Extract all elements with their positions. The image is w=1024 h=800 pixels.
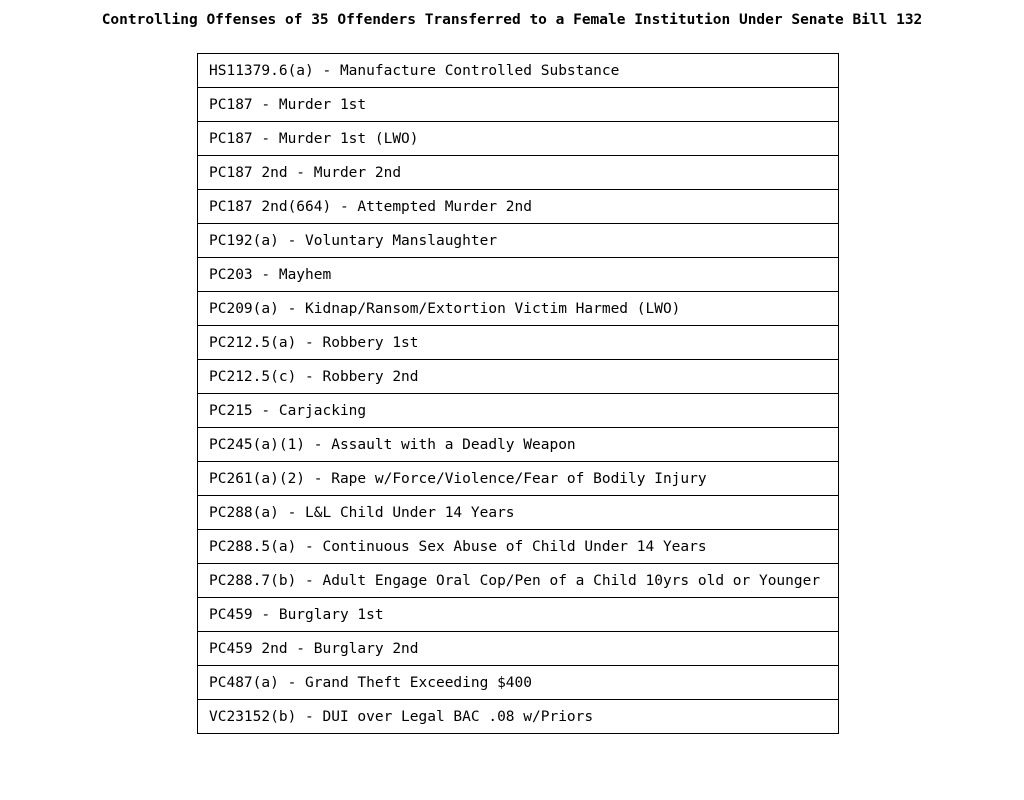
offense-cell: VC23152(b) - DUI over Legal BAC .08 w/Priors [198, 700, 839, 734]
offense-table [197, 53, 839, 734]
offense-cell: PC261(a)(2) - Rape w/Force/Violence/Fear of Bodily Injury [198, 462, 839, 496]
table-row [198, 54, 839, 88]
offense-cell: PC187 2nd(664) - Attempted Murder 2nd [198, 190, 839, 224]
offense-cell: PC187 - Murder 1st [198, 88, 839, 122]
offense-cell: PC245(a)(1) - Assault with a Deadly Weapon [198, 428, 839, 462]
offense-cell: PC288.7(b) - Adult Engage Oral Cop/Pen of a Child 10yrs old or Younger [198, 564, 839, 598]
table-row [198, 360, 839, 394]
offense-cell: PC487(a) - Grand Theft Exceeding $400 [198, 666, 839, 700]
offense-cell: HS11379.6(a) - Manufacture Controlled Substance [198, 54, 839, 88]
table-row [198, 462, 839, 496]
offense-cell: PC459 2nd - Burglary 2nd [198, 632, 839, 666]
table-row [198, 700, 839, 734]
table-row [198, 666, 839, 700]
table-row [198, 224, 839, 258]
table-row [198, 258, 839, 292]
table-row [198, 394, 839, 428]
offense-cell: PC288.5(a) - Continuous Sex Abuse of Child Under 14 Years [198, 530, 839, 564]
offense-cell: PC209(a) - Kidnap/Ransom/Extortion Victim Harmed (LWO) [198, 292, 839, 326]
offense-cell: PC212.5(c) - Robbery 2nd [198, 360, 839, 394]
table-row [198, 530, 839, 564]
table-row [198, 632, 839, 666]
page-title: Controlling Offenses of 35 Offenders Transferred to a Female Institution Under Senate Bill 132 [101, 12, 923, 28]
table-row [198, 292, 839, 326]
table-row [198, 428, 839, 462]
table-row [198, 326, 839, 360]
table-row [198, 156, 839, 190]
table-row [198, 564, 839, 598]
table-row [198, 122, 839, 156]
table-row [198, 190, 839, 224]
table-row [198, 88, 839, 122]
offense-cell: PC192(a) - Voluntary Manslaughter [198, 224, 839, 258]
table-row [198, 496, 839, 530]
table-row [198, 598, 839, 632]
offense-cell: PC212.5(a) - Robbery 1st [198, 326, 839, 360]
offense-cell: PC187 - Murder 1st (LWO) [198, 122, 839, 156]
offense-cell: PC288(a) - L&L Child Under 14 Years [198, 496, 839, 530]
offense-cell: PC203 - Mayhem [198, 258, 839, 292]
offense-cell: PC187 2nd - Murder 2nd [198, 156, 839, 190]
offense-cell: PC459 - Burglary 1st [198, 598, 839, 632]
offense-cell: PC215 - Carjacking [198, 394, 839, 428]
